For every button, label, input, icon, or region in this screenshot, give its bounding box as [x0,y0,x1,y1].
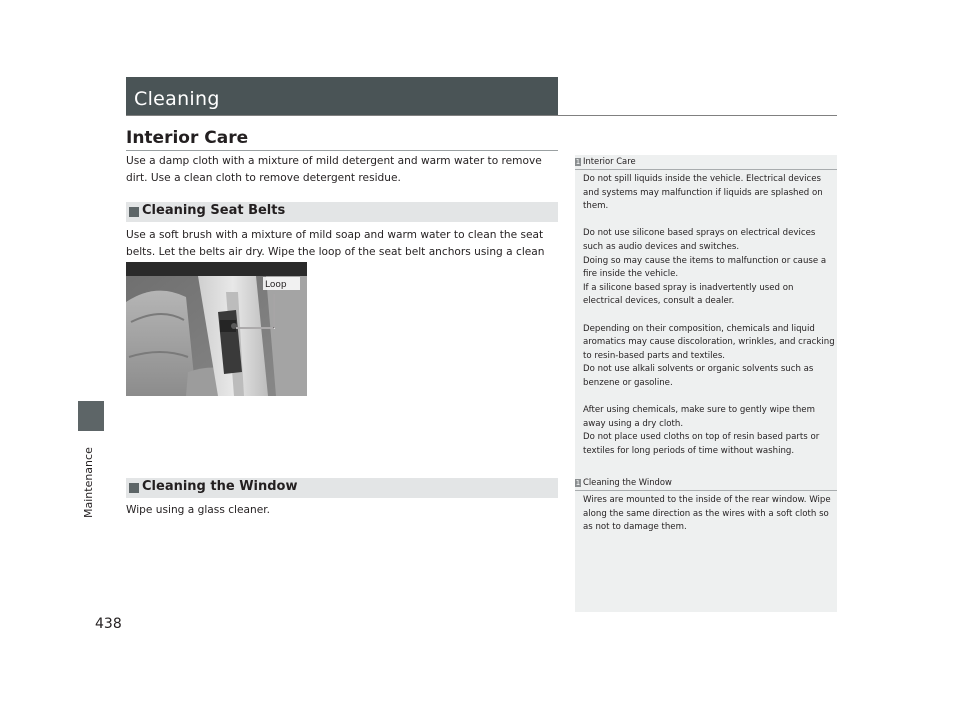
note-title: Cleaning the Window [583,477,672,487]
note-line: Doing so may cause the items to malfunction or cause a fire inside the vehicle. [583,255,827,280]
square-bullet-icon [129,207,139,217]
section-tab [78,401,104,431]
intro-paragraph: Use a damp cloth with a mixture of mild detergent and warm water to remove dirt. Use a clean cloth to remove detergent residue. [126,155,542,184]
square-bullet-icon [129,483,139,493]
page-title: Cleaning [134,88,220,110]
note-line: Depending on their composition, chemicals and liquid aromatics may cause discoloration, wrinkles, and cracking to resin-based parts and textiles. [583,323,835,361]
note-rule [575,169,837,170]
window-paragraph: Wipe using a glass cleaner. [126,504,270,516]
note-line: Do not use alkali solvents or organic solvents such as benzene or gasoline. [583,364,814,388]
seat-belts-paragraph: Use a soft brush with a mixture of mild soap and warm water to clean the seat belts. Let the belts air dry. Wipe the loop of the seat belt anchors using a clean [126,229,545,258]
note-line: Do not use silicone based sprays on electrical devices such as audio devices and switches. [583,228,816,252]
section-rule [126,150,558,151]
chapter-label: Maintenance [82,447,95,518]
note-title-row [575,155,837,170]
note-marker-icon: 1 [575,158,581,166]
loop-callout: Loop [265,280,287,290]
title-rule [126,115,837,116]
note-line: Do not place used cloths on top of resin based parts or textiles for long periods of time without washing. [583,432,820,456]
note-title: Interior Care [583,156,636,166]
note-line: Wires are mounted to the inside of the rear window. Wipe along the same direction as the wires with a soft cloth so as not to damage them. [583,495,831,533]
note-rule [575,490,837,491]
seat-belt-photo [126,262,307,396]
page-number: 438 [95,616,122,632]
note-line: If a silicone based spray is inadvertently used on electrical devices, consult a dealer. [583,282,794,307]
note-title-row [575,476,837,491]
subheading-window [126,478,558,498]
note-line: After using chemicals, make sure to gently wipe them away using a dry cloth. [583,405,815,429]
subheading-seat-belts [126,202,558,222]
note-line: Do not spill liquids inside the vehicle. Electrical devices and systems may malfunction if liquids are splashed on them. [583,174,823,212]
subheading-text: Cleaning the Window [142,479,298,494]
section-heading: Interior Care [126,128,249,148]
note-body [583,173,835,458]
note-body [583,494,835,535]
subheading-text: Cleaning Seat Belts [142,203,286,218]
note-marker-icon: 1 [575,479,581,487]
